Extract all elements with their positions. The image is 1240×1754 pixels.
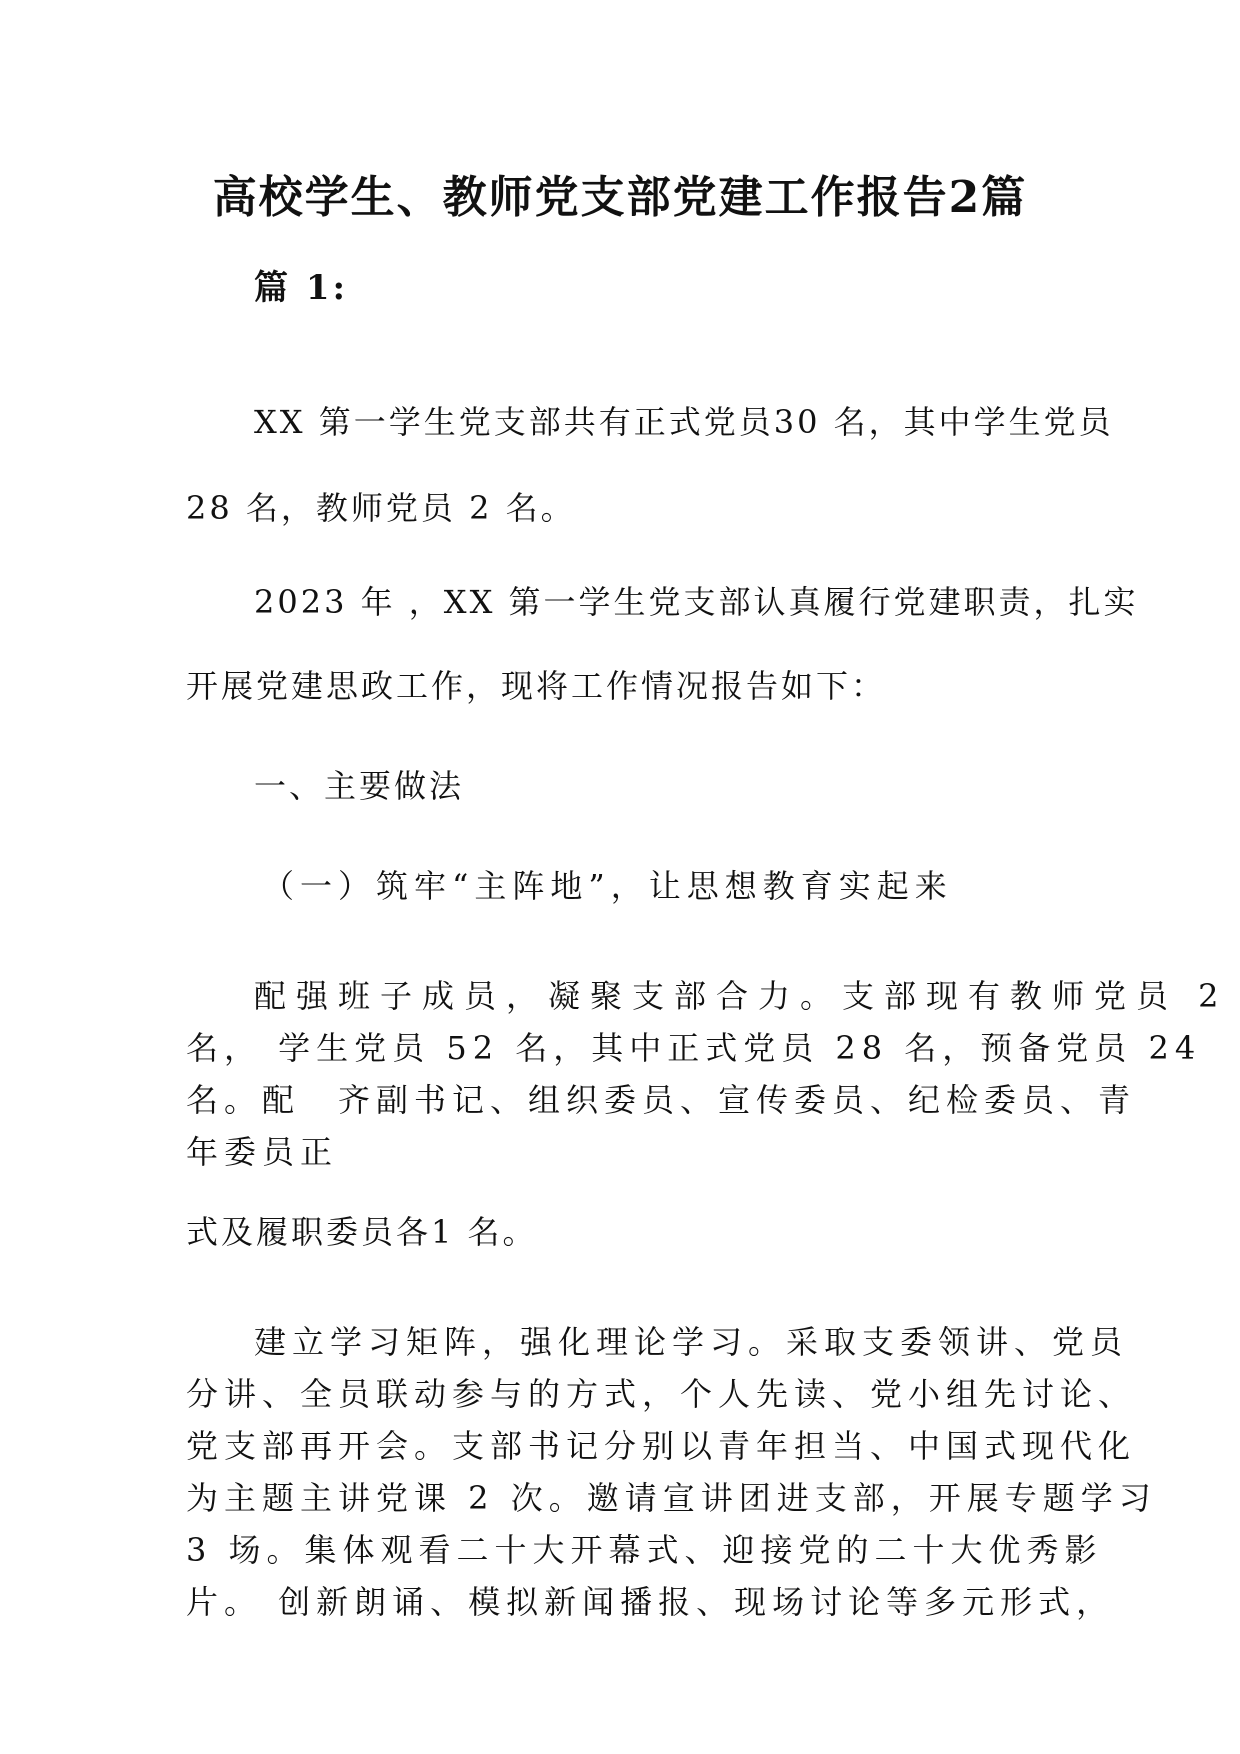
paragraph-3-line-2: 名， 学生党员 52 名，其中正式党员 28 名，预备党员 24 (186, 1029, 1202, 1067)
paragraph-4-line-2: 分讲、全员联动参与的方式，个人先读、党小组先讨论、 (186, 1375, 1137, 1413)
subheading-1: （一）筑牢“主阵地”，让思想教育实起来 (262, 867, 953, 905)
paragraph-4-line-4: 为主题主讲党课 2 次。邀请宣讲团进支部，开展专题学习 (186, 1479, 1157, 1517)
section-heading-1: 一、主要做法 (254, 767, 465, 805)
paragraph-4-line-5: 3 场。集体观看二十大开幕式、迎接党的二十大优秀影 (186, 1531, 1103, 1569)
paragraph-3-line-3: 名。配 齐副书记、组织委员、宣传委员、纪检委员、青 (186, 1081, 1137, 1119)
paragraph-1-line-1: XX 第一学生党支部共有正式党员30 名，其中学生党员 (254, 403, 1114, 441)
paragraph-4-line-1: 建立学习矩阵，强化理论学习。采取支委领讲、党员 (254, 1323, 1129, 1361)
paragraph-1-line-2: 28 名，教师党员 2 名。 (186, 489, 576, 527)
document-title: 高校学生、教师党支部党建工作报告2篇 (212, 172, 1028, 223)
paragraph-2-line-2: 开展党建思政工作，现将工作情况报告如下： (186, 667, 887, 705)
paragraph-2-line-1: 2023 年 ，XX 第一学生党支部认真履行党建职责，扎实 (254, 583, 1139, 621)
paragraph-3-line-1: 配强班子成员，凝聚支部合力。支部现有教师党员 2 (254, 977, 1229, 1015)
section-heading: 篇 1: (254, 268, 349, 308)
paragraph-4-line-6: 片。 创新朗诵、模拟新闻播报、现场讨论等多元形式， (186, 1583, 1115, 1621)
paragraph-3-line-4: 年委员正 (186, 1133, 339, 1171)
paragraph-4-line-3: 党支部再开会。支部书记分别以青年担当、中国式现代化 (186, 1427, 1137, 1465)
paragraph-3-line-5: 式及履职委员各1 名。 (186, 1213, 538, 1251)
